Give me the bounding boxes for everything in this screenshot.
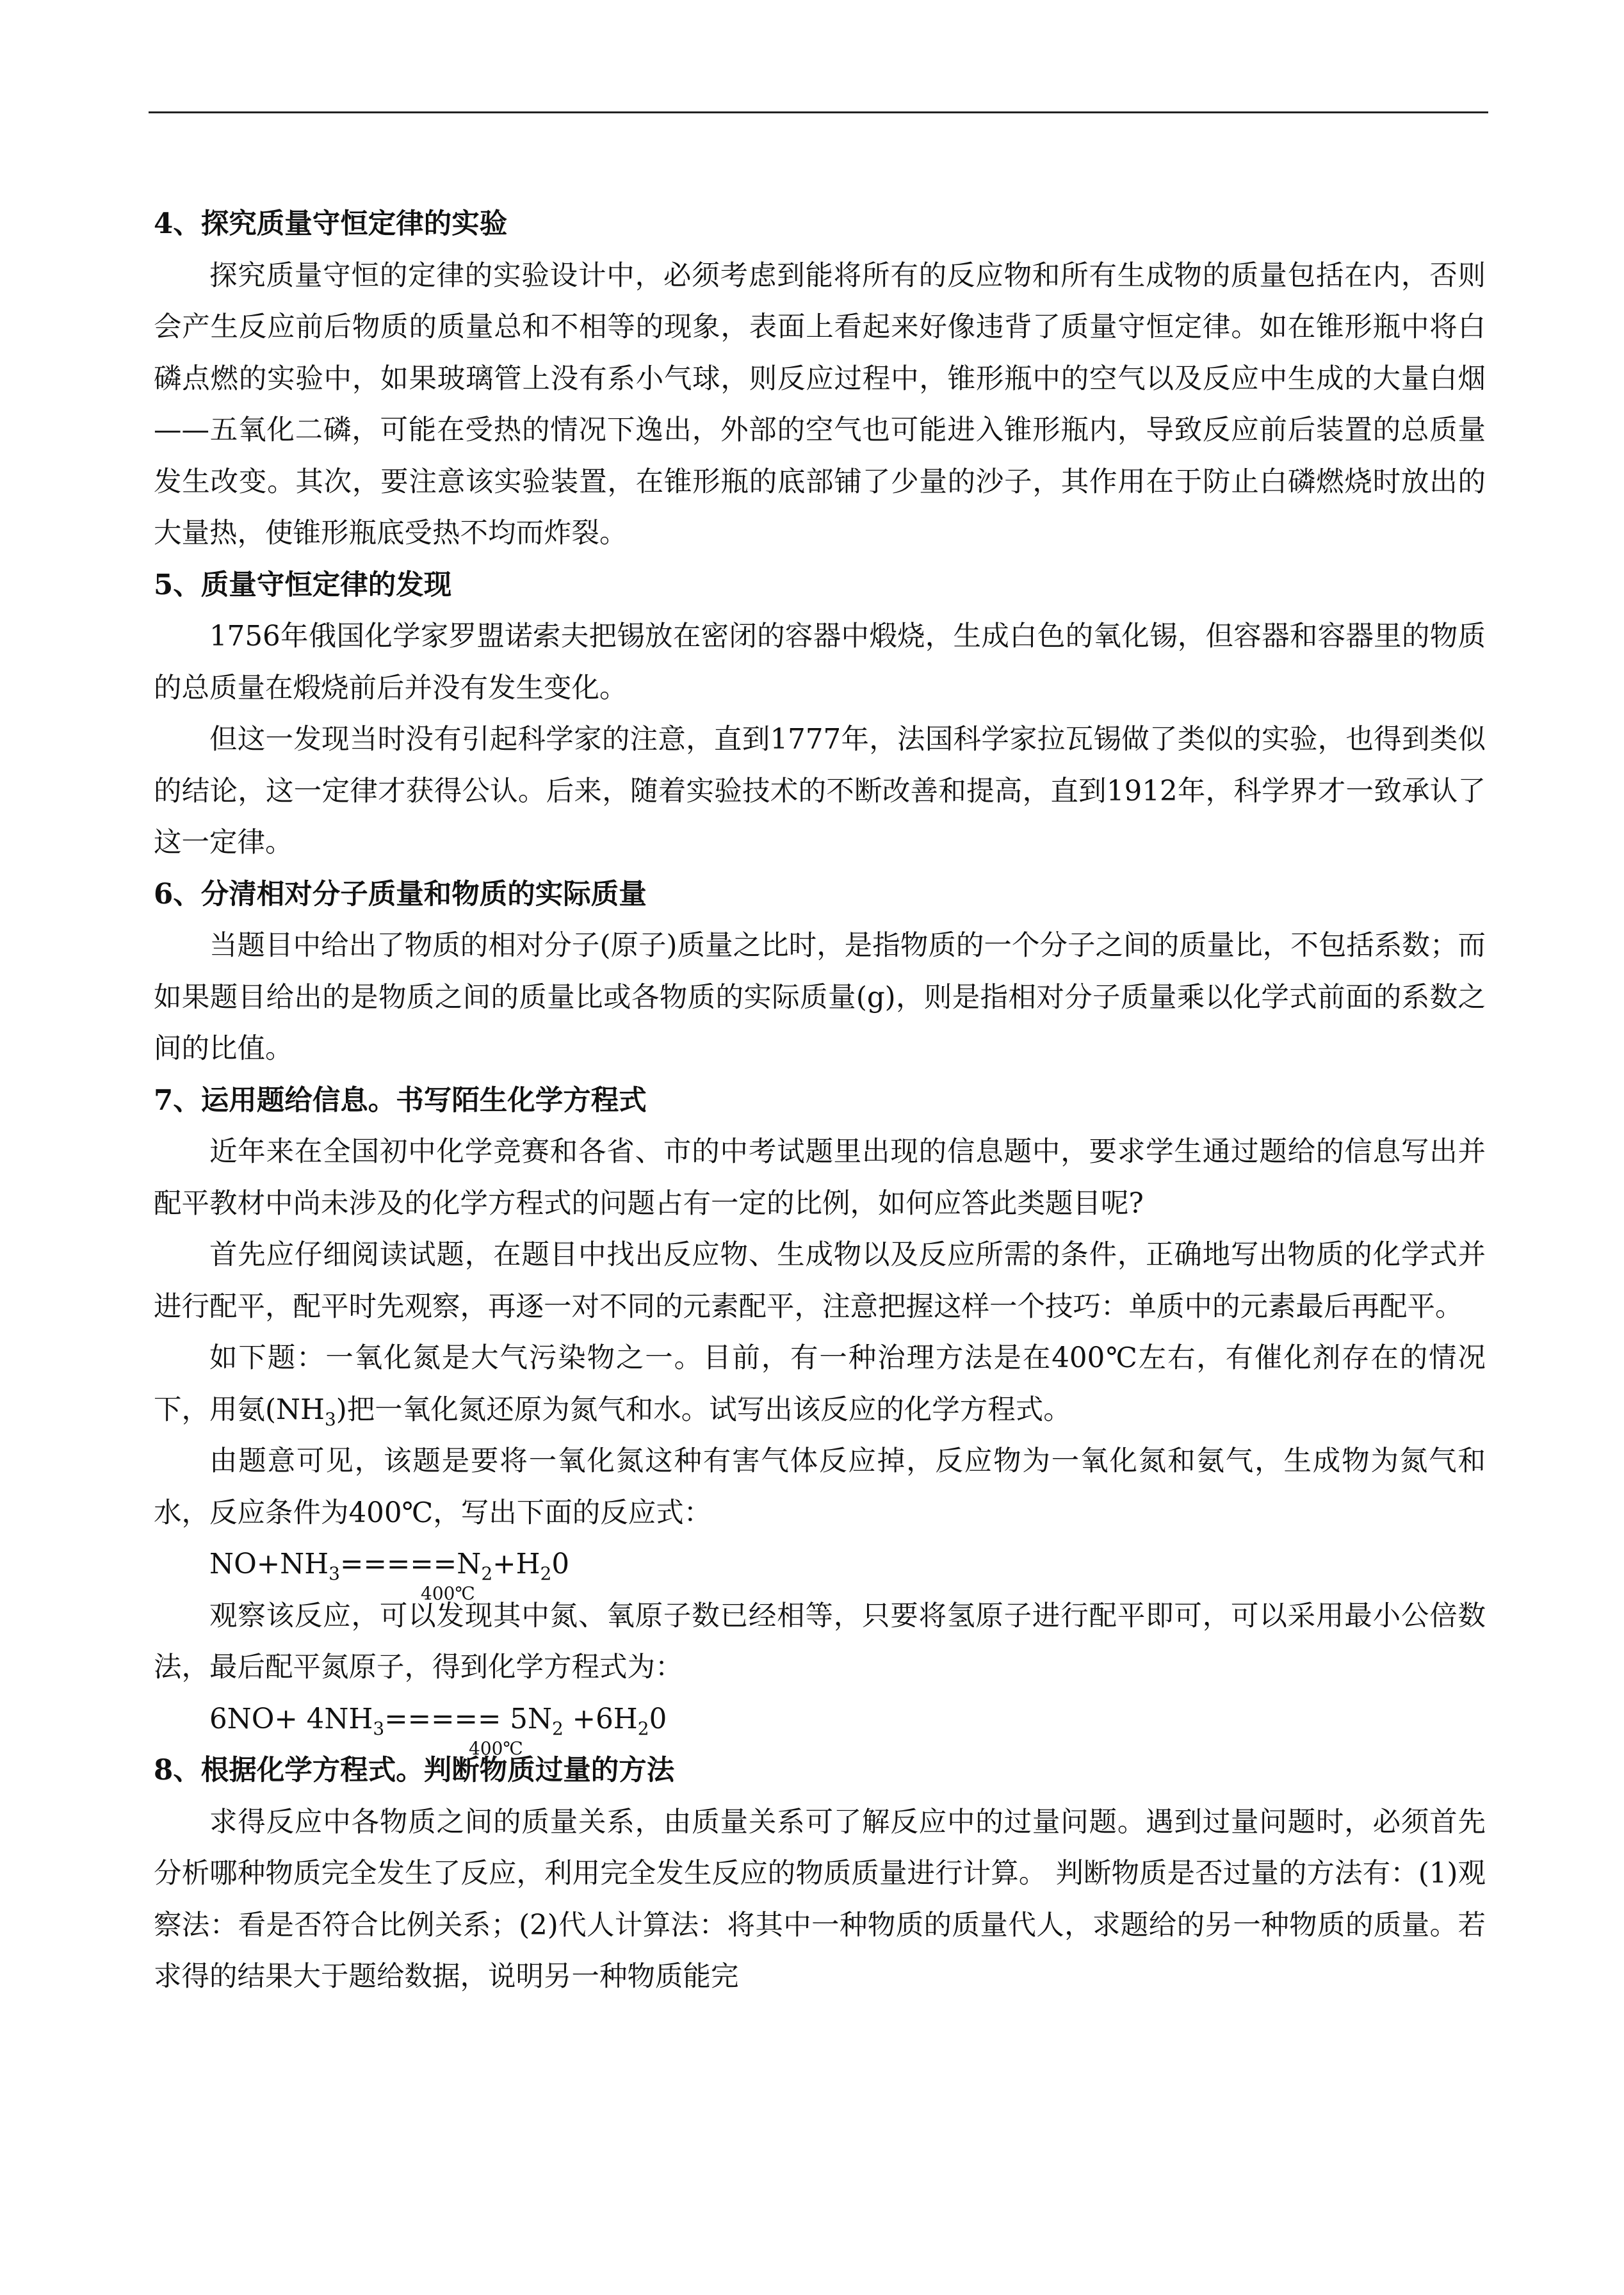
section-7-heading: 7、运用题给信息。书写陌生化学方程式: [154, 1083, 647, 1117]
document-body: [154, 199, 1486, 2003]
equation-1: [154, 1539, 1486, 1604]
section-5-heading: 5、质量守恒定律的发现: [154, 568, 452, 601]
equation-1-sub-a: 3: [329, 1563, 340, 1584]
equation-2-condition: 400℃: [469, 1737, 523, 1759]
equation-1-sub-b: 2: [481, 1563, 493, 1584]
section-7-paragraph-2: 首先应仔细阅读试题，在题目中找出反应物、生成物以及反应所需的条件，正确地写出物质的化学式并进行配平，配平时先观察，再逐一对不同的元素配平，注意把握这样一个技巧：单质中的元素最后再配平。: [154, 1239, 1486, 1323]
section-5-paragraph-1: 1756年俄国化学家罗盟诺索夫把锡放在密闭的容器中煅烧，生成白色的氧化锡，但容器和容器里的物质的总质量在煅烧前后并没有发生变化。: [154, 620, 1486, 704]
section-7-nh3-paragraph: [154, 1333, 1486, 1436]
section-4-heading: 4、探究质量守恒定律的实验: [154, 207, 508, 240]
equation-2-product-h: +6H: [563, 1703, 638, 1735]
section-6-heading: 6、分清相对分子质量和物质的实际质量: [154, 877, 647, 911]
equation-1-reactants: NO+NH: [209, 1548, 329, 1580]
equation-2: [154, 1694, 1486, 1759]
equation-1-product-n: N: [457, 1548, 482, 1580]
nh3-subscript: 3: [324, 1408, 336, 1430]
equation-1-condition: 400℃: [421, 1583, 475, 1604]
nh3-paragraph-text-after: )把一氧化氮还原为氮气和水。试写出该反应的化学方程式。: [336, 1393, 1071, 1426]
equation-2-sub-c: 2: [637, 1717, 649, 1739]
section-4-paragraph-1: 探究质量守恒的定律的实验设计中，必须考虑到能将所有的反应物和所有生成物的质量包括在内，否则会产生反应前后物质的质量总和不相等的现象，表面上看起来好像违背了质量守恒定律。如在锥形瓶中将白磷点燃的实验中，如果玻璃管上没有系小气球，则反应过程中，锥形瓶中的空气以及反应中生成的大量白烟——五氧化二磷，可能在受热的情况下逸出，外部的空气也可能进入锥形瓶内，导致反应前后装置的总质量发生改变。其次，要注意该实验装置，在锥形瓶的底部铺了少量的沙子，其作用在于防止白磷燃烧时放出的大量热，使锥形瓶底受热不均而炸裂。: [154, 259, 1486, 549]
section-5-paragraph-2: 但这一发现当时没有引起科学家的注意，直到1777年，法国科学家拉瓦锡做了类似的实验，也得到类似的结论，这一定律才获得公认。后来，随着实验技术的不断改善和提高，直到1912年，科学界才一致承认了这一定律。: [154, 724, 1486, 859]
section-7-paragraph-reaction-intro: 由题意可见，该题是要将一氧化氮这种有害气体反应掉，反应物为一氧化氮和氨气，生成物为氮气和水，反应条件为400℃，写出下面的反应式：: [154, 1445, 1486, 1529]
equation-1-product-h: +H: [492, 1548, 540, 1580]
section-8-heading: 8、根据化学方程式。判断物质过量的方法: [154, 1754, 675, 1787]
equation-1-product-tail: 0: [551, 1548, 570, 1580]
equation-2-sub-b: 2: [552, 1717, 564, 1739]
section-8-paragraph-1: 求得反应中各物质之间的质量关系，由质量关系可了解反应中的过量问题。遇到过量问题时，必须首先分析哪种物质完全发生了反应，利用完全发生反应的物质质量进行计算。 判断物质是否过量的方法有：(1)观察法：看是否符合比例关系；(2)代人计算法：将其中一种物质的质量代人，求题给的另一种物质的质量。若求得的结果大于题给数据，说明另一种物质能完: [154, 1806, 1486, 1993]
equation-1-sub-c: 2: [540, 1563, 552, 1584]
equation-1-arrow: =====: [340, 1548, 457, 1580]
section-7-paragraph-1: 近年来在全国初中化学竞赛和各省、市的中考试题里出现的信息题中，要求学生通过题给的信息写出并配平教材中尚未涉及的化学方程式的问题占有一定的比例，如何应答此类题目呢?: [154, 1136, 1486, 1220]
header-rule: [149, 111, 1488, 113]
equation-2-arrow: =====: [384, 1703, 501, 1735]
equation-2-product-tail: 0: [649, 1703, 667, 1735]
nh3-paragraph-text-before: 如下题：一氧化氮是大气污染物之一。目前，有一种治理方法是在400℃左右，有催化剂存在的情况下，用氨(NH: [154, 1342, 1486, 1426]
equation-2-reactants: 6NO+ 4NH: [209, 1703, 373, 1735]
equation-2-sub-a: 3: [373, 1717, 385, 1739]
section-7-paragraph-balancing: 观察该反应，可以发现其中氮、氧原子数已经相等，只要将氢原子进行配平即可，可以采用最小公倍数法，最后配平氮原子，得到化学方程式为：: [154, 1600, 1486, 1683]
section-6-paragraph-1: 当题目中给出了物质的相对分子(原子)质量之比时，是指物质的一个分子之间的质量比，不包括系数；而如果题目给出的是物质之间的质量比或各物质的实际质量(g)，则是指相对分子质量乘以化学式前面的系数之间的比值。: [154, 930, 1486, 1065]
equation-2-product-n: 5N: [501, 1703, 553, 1735]
